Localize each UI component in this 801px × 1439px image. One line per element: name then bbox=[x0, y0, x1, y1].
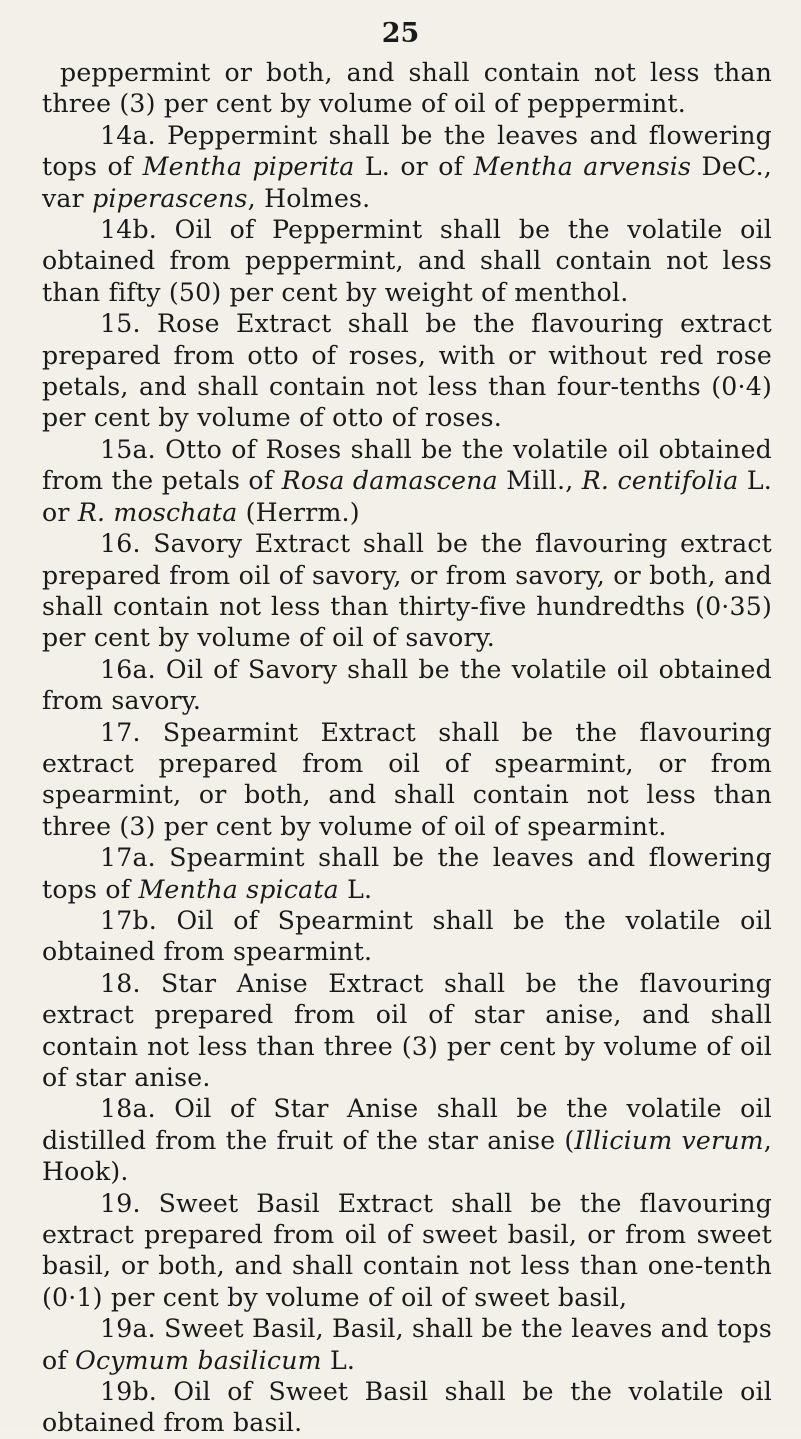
paragraph-continued: peppermint or both, and shall contain not less than three (3) per cent by volume of oil of peppermint. bbox=[42, 58, 772, 119]
paragraph-19b: 19b. Oil of Sweet Basil shall be the volatile oil obtained from basil. bbox=[42, 1377, 772, 1438]
text-run: , Holmes. bbox=[247, 183, 371, 213]
paragraph-15a bbox=[42, 434, 772, 528]
text-run: L. or bbox=[42, 466, 772, 527]
text-run: L. or of bbox=[354, 152, 474, 182]
text-run: L. bbox=[321, 1345, 356, 1375]
species-name: Mentha spicata bbox=[138, 874, 339, 904]
text-run: DeC., var bbox=[42, 152, 772, 213]
species-name: Rosa damascena bbox=[281, 466, 498, 496]
paragraph-19: 19. Sweet Basil Extract shall be the flavouring extract prepared from oil of sweet basil, or from sweet basil, or both, and shall contain not less than one-tenth (0·1) per cent by volume of oil of sweet basil, bbox=[42, 1188, 772, 1312]
text-run: 15a. Otto of Roses shall be the volatile oil obtained from the petals of bbox=[42, 434, 772, 496]
paragraph-18a bbox=[42, 1093, 772, 1187]
text-run: L. bbox=[338, 874, 373, 904]
text-run: 18a. Oil of Star Anise shall be the volatile oil distilled from the fruit of the star anise ( bbox=[42, 1094, 772, 1155]
text-run: Mill., bbox=[497, 466, 582, 496]
paragraph-17: 17. Spearmint Extract shall be the flavouring extract prepared from oil of spearmint, or from spearmint, or both, and shall contain not less than three (3) per cent by volume of oil of spearmint. bbox=[42, 717, 772, 841]
text-run: 19a. Sweet Basil, Basil, shall be the leaves and tops of bbox=[42, 1314, 772, 1375]
species-name: Mentha arvensis bbox=[473, 152, 692, 182]
species-name: Illicium verum bbox=[574, 1125, 764, 1155]
paragraph-17a bbox=[42, 842, 772, 905]
paragraph-16a: 16a. Oil of Savory shall be the volatile oil obtained from savory. bbox=[42, 654, 772, 716]
paragraph-19a bbox=[42, 1313, 772, 1376]
text-run: 14a. Peppermint shall be the leaves and flowering tops of bbox=[42, 120, 772, 182]
body-text bbox=[42, 57, 772, 1439]
text-run: 17a. Spearmint shall be the leaves and flowering tops of bbox=[42, 843, 772, 904]
page-number: 25 bbox=[381, 18, 420, 49]
paragraph-17b: 17b. Oil of Spearmint shall be the volatile oil obtained from spearmint. bbox=[42, 905, 772, 967]
paragraph-18: 18. Star Anise Extract shall be the flavouring extract prepared from oil of star anise, and shall contain not less than three (3) per cent by volume of oil of star anise. bbox=[42, 968, 772, 1092]
species-name: R. moschata bbox=[77, 497, 238, 527]
paragraph-15: 15. Rose Extract shall be the flavouring extract prepared from otto of roses, with or without red rose petals, and shall contain not less than four-tenths (0·4) per cent by volume of otto of roses. bbox=[42, 309, 772, 433]
paragraph-14b: 14b. Oil of Peppermint shall be the volatile oil obtained from peppermint, and shall contain not less than fifty (50) per cent by weight of menthol. bbox=[42, 215, 772, 307]
text-run: (Herrm.) bbox=[237, 497, 360, 527]
text-run: , Hook). bbox=[42, 1125, 772, 1187]
paragraph-16: 16. Savory Extract shall be the flavouring extract prepared from oil of savory, or from savory, or both, and shall contain not less than thirty-five hundredths (0·35) per cent by volume of oil of savory. bbox=[42, 529, 772, 653]
species-name: Mentha piperita bbox=[142, 152, 355, 182]
species-name: Ocymum basilicum bbox=[75, 1345, 322, 1375]
variety-name: piperascens bbox=[92, 183, 248, 213]
paragraph-14a bbox=[42, 120, 772, 214]
species-name: R. centifolia bbox=[581, 466, 739, 496]
